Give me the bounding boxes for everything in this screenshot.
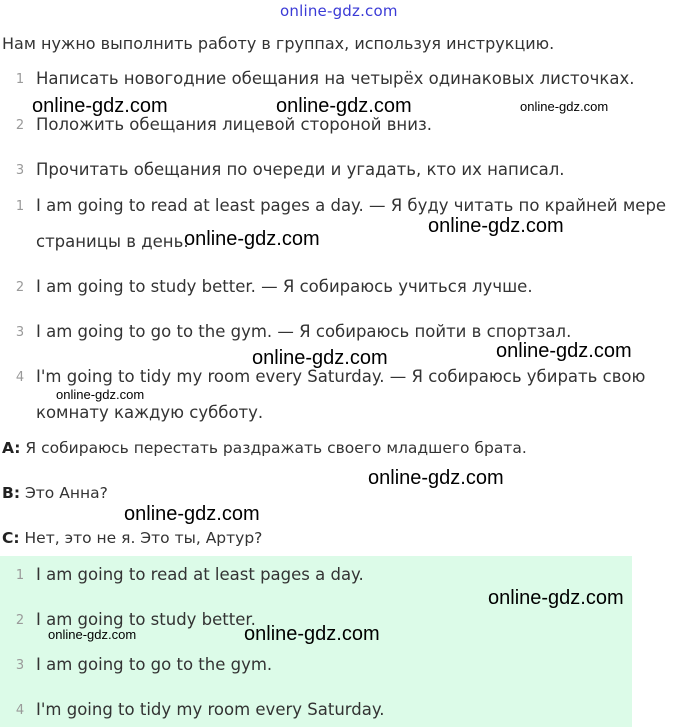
watermark: online-gdz.com	[32, 95, 168, 117]
list-item: I am going to read at least pages a day.	[36, 565, 364, 584]
list-item: Написать новогодние обещания на четырёх одинаковых листочках.	[36, 69, 635, 88]
dialogue-line	[2, 484, 108, 502]
intro-text: Нам нужно выполнить работу в группах, используя инструкцию.	[2, 34, 555, 53]
list-number: 3	[15, 658, 25, 673]
list-number: 4	[15, 370, 25, 385]
list-item: I am going to go to the gym.	[36, 655, 273, 674]
list-item: I am going to read at least pages a day. — Я буду читать по крайней мере	[36, 196, 667, 215]
speaker-label: C:	[2, 529, 20, 547]
list-item: I am going to go to the gym. — Я собираюсь пойти в спортзал.	[36, 322, 572, 341]
list-number: 1	[15, 199, 25, 214]
list-number: 3	[15, 163, 25, 178]
watermark: online-gdz.com	[428, 215, 564, 237]
watermark: online-gdz.com	[276, 95, 412, 117]
list-item-continuation: страницы в день.	[36, 232, 189, 251]
speaker-label: A:	[2, 439, 21, 457]
list-number: 2	[15, 280, 25, 295]
watermark: online-gdz.com	[496, 340, 632, 362]
watermark: online-gdz.com	[124, 503, 260, 525]
speaker-label: B:	[2, 484, 21, 502]
watermark: online-gdz.com	[56, 387, 145, 402]
dialogue-text: Я собираюсь перестать раздражать своего младшего брата.	[25, 439, 527, 457]
list-number: 2	[15, 613, 25, 628]
site-header: online-gdz.com	[280, 2, 398, 20]
list-item-continuation: комнату каждую субботу.	[36, 403, 264, 422]
dialogue-text: Это Анна?	[24, 484, 108, 502]
dialogue-line	[2, 529, 262, 547]
watermark: online-gdz.com	[184, 228, 320, 250]
watermark: online-gdz.com	[252, 347, 388, 369]
list-number: 2	[15, 118, 25, 133]
watermark: online-gdz.com	[48, 627, 137, 642]
list-item: I am going to study better. — Я собираюсь учиться лучше.	[36, 277, 533, 296]
list-item: I'm going to tidy my room every Saturday. — Я собираюсь убирать свою	[36, 367, 646, 386]
list-item: Положить обещания лицевой стороной вниз.	[36, 115, 432, 134]
watermark: online-gdz.com	[244, 623, 380, 645]
list-number: 1	[15, 72, 25, 87]
list-number: 3	[15, 325, 25, 340]
watermark: online-gdz.com	[488, 587, 624, 609]
list-number: 1	[15, 568, 25, 583]
list-item: I am going to study better.	[36, 610, 256, 629]
list-item: I'm going to tidy my room every Saturday.	[36, 700, 385, 719]
dialogue-line	[2, 439, 527, 457]
watermark: online-gdz.com	[368, 467, 504, 489]
list-number: 4	[15, 703, 25, 718]
dialogue-text: Нет, это не я. Это ты, Артур?	[24, 529, 263, 547]
list-item: Прочитать обещания по очереди и угадать, кто их написал.	[36, 160, 565, 179]
watermark: online-gdz.com	[520, 99, 609, 114]
